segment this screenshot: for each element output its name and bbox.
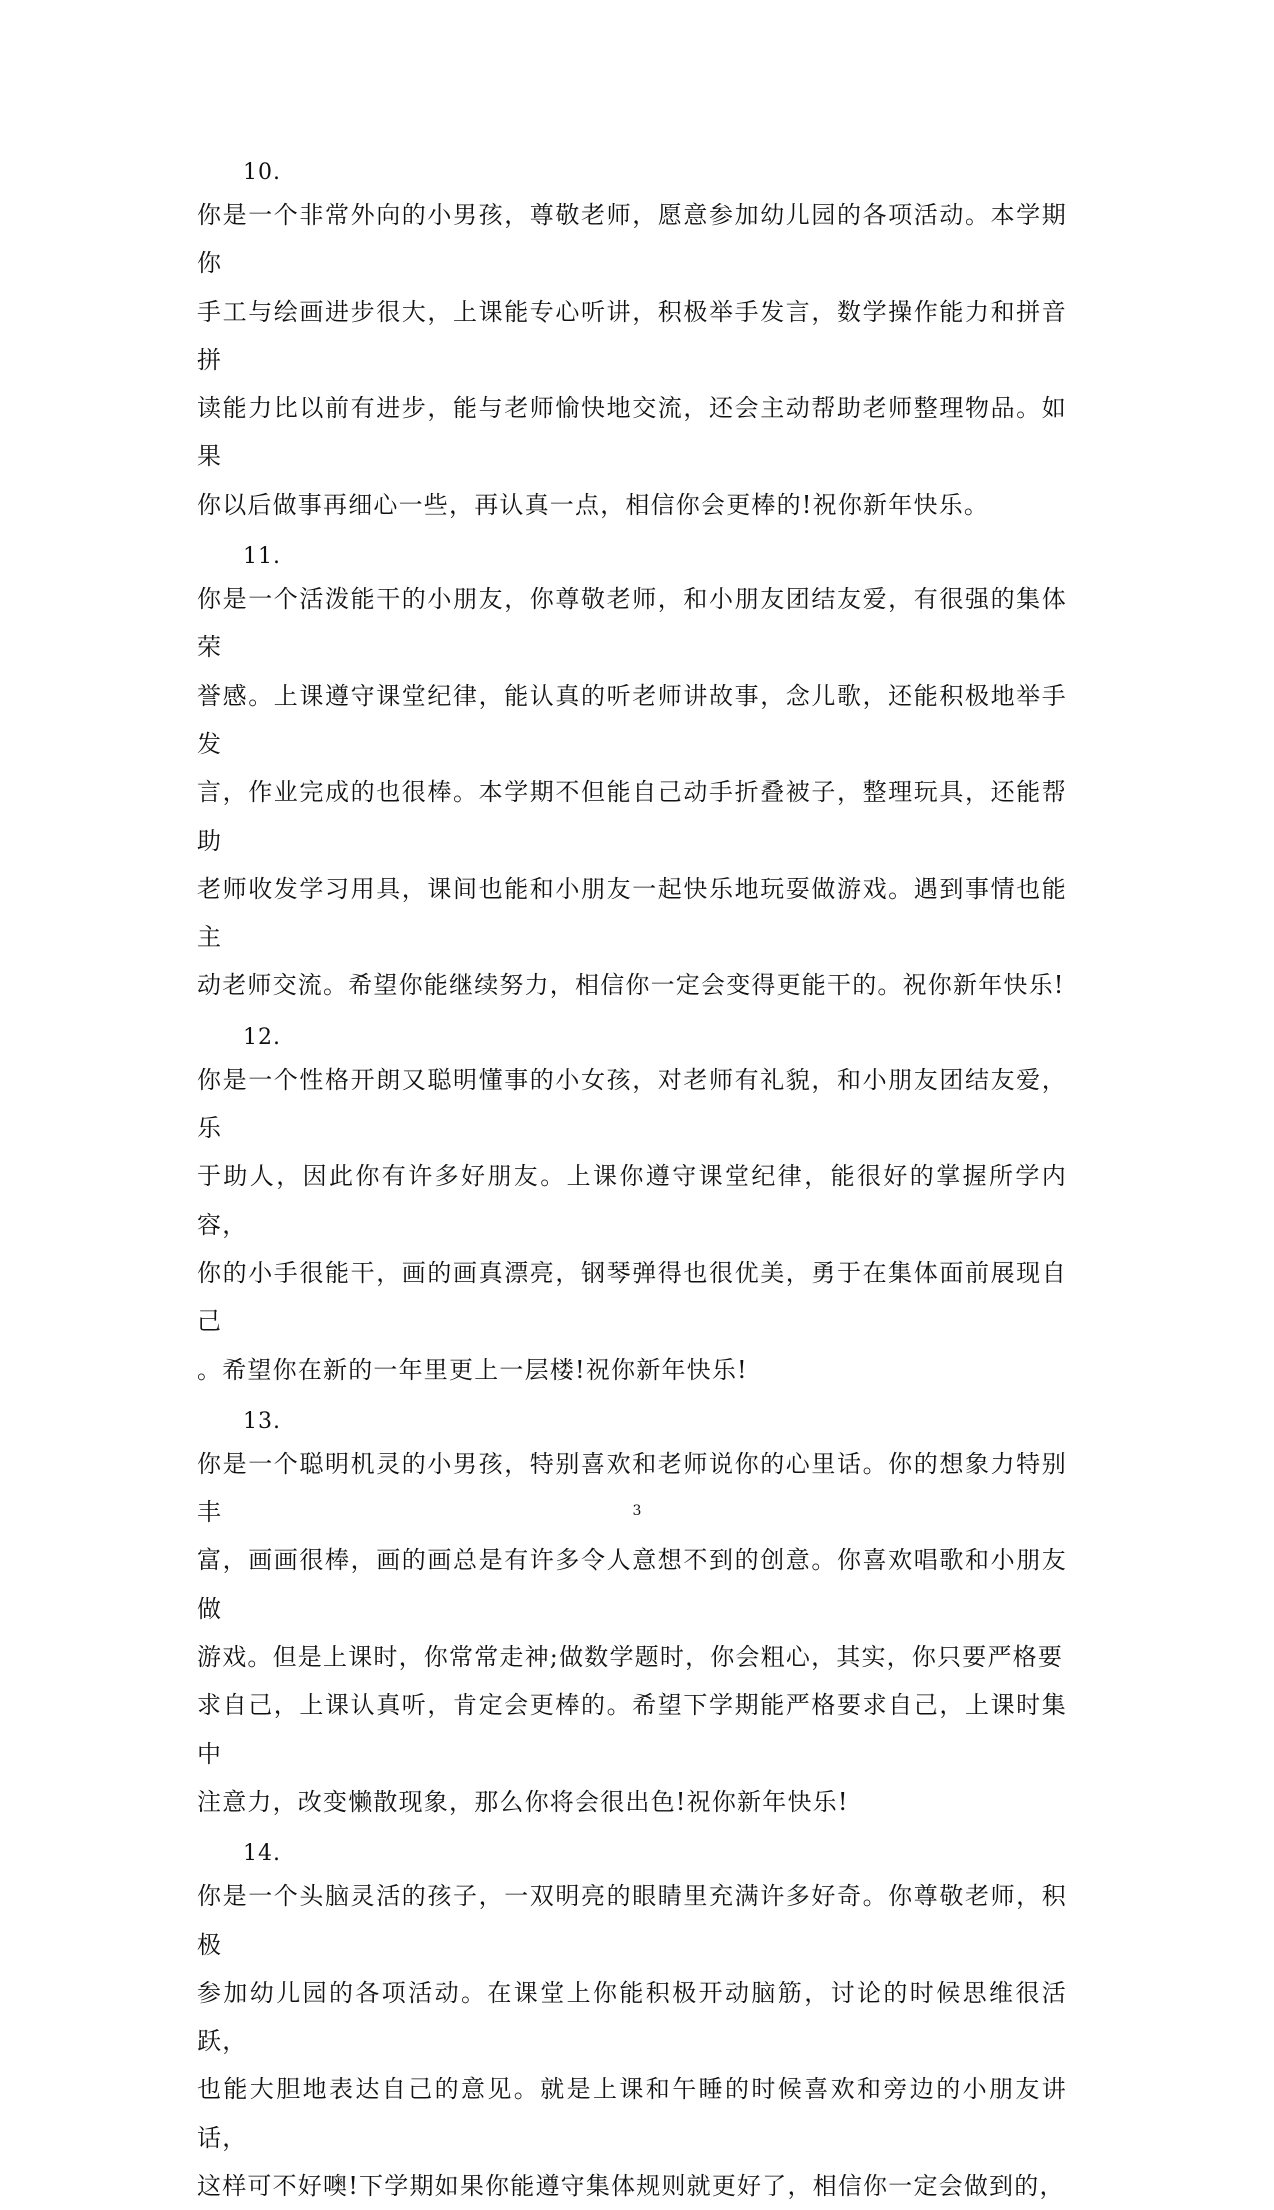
entry-text: 你是一个性格开朗又聪明懂事的小女孩，对老师有礼貌，和小朋友团结友爱，乐 于助人，因此你有许多好朋友。上课你遵守课堂纪律，能很好的掌握所学内容， 你的小手很能干，画的画真漂亮，钢琴弹得也很优美，勇于在集体面前展现自己 。希望你在新的一年里更上一层楼!祝你新年快乐! [197,1065,1067,1384]
entry-text: 你是一个头脑灵活的孩子，一双明亮的眼睛里充满许多好奇。你尊敬老师，积极 参加幼儿园的各项活动。在课堂上你能积极开动脑筋，讨论的时候思维很活跃， 也能大胆地表达自己的意见。就是上课和午睡的时候喜欢和旁边的小朋友讲话， 这样可不好噢!下学期如果你能遵守集体规则就更好了，相信你一定会做到的， [197,1882,1067,2200]
entry-number: 12. [243,1024,281,1050]
entry-number: 13. [243,1408,281,1434]
comment-entry-13 [197,1404,1067,1826]
entry-text: 你是一个活泼能干的小朋友，你尊敬老师，和小朋友团结友爱，有很强的集体荣 誉感。上课遵守课堂纪律，能认真的听老师讲故事，念儿歌，还能积极地举手发 言，作业完成的也很棒。本学期不但能自己动手折叠被子，整理玩具，还能帮助 老师收发学习用具，课间也能和小朋友一起快乐地玩耍做游戏。遇到事情也能主 动老师交流。希望你能继续努力，相信你一定会变得更能干的。祝你新年快乐! [197,585,1067,1000]
comment-list [197,155,1067,2210]
entry-text: 你是一个非常外向的小男孩，尊敬老师，愿意参加幼儿园的各项活动。本学期你 手工与绘画进步很大，上课能专心听讲，积极举手发言，数学操作能力和拼音拼 读能力比以前有进步，能与老师愉快地交流，还会主动帮助老师整理物品。如果 你以后做事再细心一些，再认真一点，相信你会更棒的!祝你新年快乐。 [197,201,1067,519]
comment-entry-11 [197,539,1067,1010]
comment-entry-12 [197,1020,1067,1394]
page-number: 3 [632,1503,642,1519]
entry-text: 你是一个聪明机灵的小男孩，特别喜欢和老师说你的心里话。你的想象力特别丰 富，画画很棒，画的画总是有许多令人意想不到的创意。你喜欢唱歌和小朋友做 游戏。但是上课时，你常常走神;做数学题时，你会粗心，其实，你只要严格要 求自己，上课认真听，肯定会更棒的。希望下学期能严格要求自己，上课时集中 注意力，改变懒散现象，那么你将会很出色!祝你新年快乐! [197,1449,1067,1816]
entry-number: 10. [243,160,281,185]
entry-number: 11. [243,544,281,570]
entry-number: 14. [243,1841,281,1867]
comment-entry-10 [197,155,1067,529]
comment-entry-14 [197,1836,1067,2210]
